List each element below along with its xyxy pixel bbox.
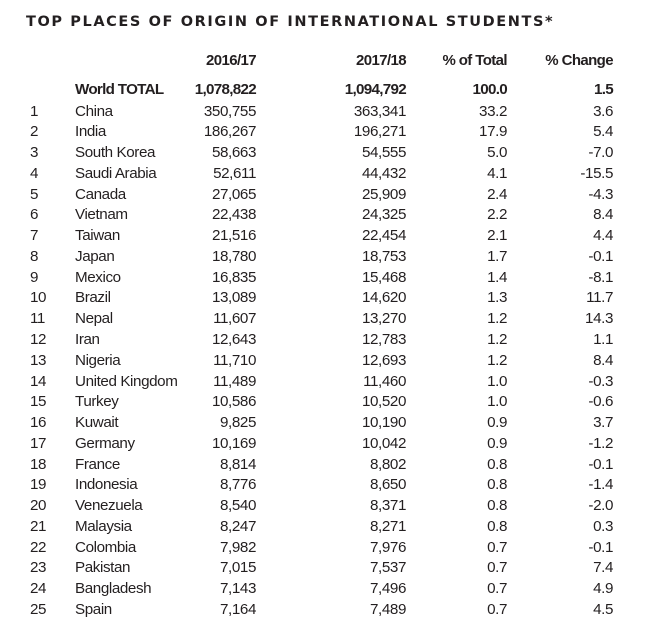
table-cell-pct-change: 1.1 (593, 330, 613, 348)
table-cell-country: South Korea (75, 144, 156, 162)
table-cell-pct-change: -15.5 (580, 164, 613, 182)
table-cell-rank: 23 (30, 559, 47, 577)
table-cell-2017-18: 12,783 (361, 330, 406, 348)
table-cell-2016-17: 10,169 (211, 434, 256, 452)
table-cell-pct-total: 1.2 (487, 330, 507, 348)
table-cell-2016-17: 9,825 (219, 414, 256, 432)
table-cell-2016-17: 8,776 (219, 476, 256, 494)
table-cell-2017-18: 22,454 (361, 227, 406, 245)
table-cell-pct-total: 1.0 (487, 393, 507, 411)
table-cell-pct-total: 0.7 (487, 538, 507, 556)
table-cell-2016-17: 11,489 (213, 372, 256, 390)
table-cell-pct-change: -1.2 (588, 434, 613, 452)
table-cell-2017-18: 196,271 (353, 123, 406, 141)
table-cell-pct-change: 3.6 (593, 102, 613, 120)
table-cell-country: Brazil (75, 289, 111, 307)
table-row (0, 579, 657, 600)
table-cell-country: Indonesia (75, 476, 138, 494)
table-cell-2017-18: 11,460 (363, 372, 406, 390)
table-cell-country: Japan (75, 247, 115, 265)
table-row (0, 558, 657, 579)
table-cell-rank: 6 (30, 206, 39, 224)
total-2016-17: 1,078,822 (194, 81, 256, 98)
table-cell-2017-18: 8,371 (369, 497, 406, 515)
table-cell-pct-change: -4.3 (588, 185, 613, 203)
table-cell-pct-total: 2.4 (487, 185, 507, 203)
table-cell-2017-18: 10,520 (361, 393, 406, 411)
table-cell-pct-total: 0.7 (487, 580, 507, 598)
table-cell-2017-18: 7,976 (369, 538, 406, 556)
table-cell-rank: 19 (30, 476, 47, 494)
table-cell-rank: 10 (30, 289, 47, 307)
table-cell-rank: 2 (30, 123, 39, 141)
table-cell-rank: 21 (30, 517, 47, 535)
table-cell-2017-18: 18,753 (361, 247, 406, 265)
table-cell-2016-17: 8,814 (219, 455, 256, 473)
table-cell-country: Venezuela (75, 497, 143, 515)
table-cell-country: Kuwait (75, 414, 119, 432)
table-cell-pct-total: 0.7 (487, 559, 507, 577)
table-cell-2017-18: 12,693 (361, 351, 406, 369)
table-row (0, 434, 657, 455)
table-cell-pct-change: -0.1 (588, 247, 613, 265)
table-cell-2017-18: 7,496 (369, 580, 406, 598)
table-cell-2016-17: 8,540 (219, 497, 256, 515)
total-pct-change: 1.5 (593, 81, 613, 98)
table-cell-2017-18: 10,042 (361, 434, 406, 452)
table-cell-country: Malaysia (75, 517, 132, 535)
table-title: TOP PLACES OF ORIGIN OF INTERNATIONAL STUDENTS* (26, 14, 555, 30)
table-cell-2017-18: 10,190 (361, 414, 406, 432)
table-cell-2017-18: 7,537 (369, 559, 406, 577)
table-cell-country: Vietnam (75, 206, 128, 224)
table-cell-country: Canada (75, 185, 126, 203)
table-cell-country: Iran (75, 330, 100, 348)
table-cell-2017-18: 14,620 (361, 289, 406, 307)
table-cell-2016-17: 7,982 (219, 538, 256, 556)
table-cell-country: Bangladesh (75, 580, 152, 598)
table-row (0, 247, 657, 268)
table-cell-2016-17: 11,710 (213, 351, 256, 369)
table-cell-pct-total: 1.3 (487, 289, 507, 307)
table-cell-country: Colombia (75, 538, 136, 556)
table-row (0, 351, 657, 372)
table-cell-rank: 11 (30, 310, 45, 328)
table-cell-pct-change: 14.3 (585, 310, 613, 328)
table-cell-2016-17: 7,015 (219, 559, 256, 577)
table-cell-pct-change: 4.9 (593, 580, 613, 598)
table-cell-rank: 1 (30, 102, 39, 120)
table-row (0, 372, 657, 393)
table-cell-rank: 13 (30, 351, 47, 369)
table-cell-pct-change: -0.6 (588, 393, 613, 411)
total-2017-18: 1,094,792 (344, 81, 406, 98)
table-row (0, 475, 657, 496)
table-cell-pct-total: 2.1 (487, 227, 507, 245)
table-cell-pct-change: 3.7 (593, 414, 613, 432)
table-cell-rank: 17 (30, 434, 47, 452)
table-cell-2017-18: 8,271 (369, 517, 406, 535)
table-cell-pct-total: 1.0 (487, 372, 507, 390)
table-cell-2016-17: 7,143 (219, 580, 256, 598)
table-cell-rank: 8 (30, 247, 39, 265)
table-row (0, 600, 657, 621)
table-cell-pct-total: 1.2 (487, 351, 507, 369)
table-row (0, 309, 657, 330)
table-cell-country: Taiwan (75, 227, 120, 245)
table-cell-pct-total: 1.7 (487, 247, 507, 265)
table-cell-pct-total: 1.4 (487, 268, 507, 286)
table-cell-rank: 9 (30, 268, 39, 286)
table-cell-country: France (75, 455, 120, 473)
table-cell-country: Pakistan (75, 559, 131, 577)
table-cell-2016-17: 13,089 (211, 289, 256, 307)
table-cell-pct-total: 17.9 (479, 123, 507, 141)
table-cell-rank: 18 (30, 455, 47, 473)
table-cell-pct-change: -0.3 (588, 372, 613, 390)
table-cell-rank: 7 (30, 227, 39, 245)
table-row (0, 122, 657, 143)
table-cell-pct-total: 2.2 (487, 206, 507, 224)
table-cell-2017-18: 44,432 (361, 164, 406, 182)
table-cell-rank: 25 (30, 600, 47, 618)
table-cell-rank: 5 (30, 185, 39, 203)
table-cell-2017-18: 54,555 (361, 144, 406, 162)
table-row (0, 164, 657, 185)
column-header-pct-change: % Change (545, 52, 613, 69)
table-row (0, 288, 657, 309)
table-cell-2017-18: 7,489 (369, 600, 406, 618)
table-cell-country: India (75, 123, 106, 141)
table-cell-pct-total: 0.9 (487, 414, 507, 432)
table-cell-pct-total: 0.8 (487, 455, 507, 473)
total-pct-total: 100.0 (472, 81, 507, 98)
table-row (0, 102, 657, 123)
table-cell-2017-18: 24,325 (361, 206, 406, 224)
table-row-world-total (0, 80, 657, 101)
table-row (0, 413, 657, 434)
table-cell-2016-17: 12,643 (211, 330, 256, 348)
table-cell-pct-total: 0.9 (487, 434, 507, 452)
table-cell-2016-17: 350,755 (203, 102, 256, 120)
table-cell-country: Germany (75, 434, 135, 452)
table-cell-2016-17: 186,267 (203, 123, 256, 141)
table-cell-2016-17: 16,835 (211, 268, 256, 286)
table-row (0, 538, 657, 559)
table-cell-2017-18: 25,909 (361, 185, 406, 203)
table-cell-rank: 24 (30, 580, 47, 598)
table-cell-pct-total: 5.0 (487, 144, 507, 162)
column-header-2017-18: 2017/18 (355, 52, 406, 69)
table-cell-country: Turkey (75, 393, 119, 411)
table-cell-pct-change: -0.1 (588, 538, 613, 556)
total-label: World TOTAL (75, 81, 164, 98)
table-cell-rank: 12 (30, 330, 47, 348)
table-cell-rank: 20 (30, 497, 47, 515)
table-cell-country: United Kingdom (75, 372, 178, 390)
table-cell-pct-change: 0.3 (593, 517, 613, 535)
table-cell-pct-total: 1.2 (487, 310, 507, 328)
table-cell-2017-18: 8,650 (369, 476, 406, 494)
table-cell-rank: 22 (30, 538, 47, 556)
table-row (0, 330, 657, 351)
table-cell-country: Spain (75, 600, 112, 618)
table-cell-country: Saudi Arabia (75, 164, 157, 182)
table-cell-pct-change: -0.1 (588, 455, 613, 473)
table-cell-2016-17: 21,516 (211, 227, 256, 245)
table-row (0, 268, 657, 289)
table-cell-2016-17: 11,607 (213, 310, 256, 328)
table-cell-rank: 3 (30, 144, 39, 162)
table-cell-pct-total: 0.8 (487, 517, 507, 535)
table-row (0, 455, 657, 476)
table-cell-2017-18: 8,802 (369, 455, 406, 473)
table-cell-pct-total: 4.1 (487, 164, 507, 182)
table-cell-2016-17: 27,065 (211, 185, 256, 203)
table-cell-pct-change: 11.7 (586, 289, 613, 307)
table-cell-pct-change: 4.5 (593, 600, 613, 618)
table-cell-country: Nepal (75, 310, 113, 328)
table-row (0, 205, 657, 226)
table-cell-pct-change: -1.4 (588, 476, 613, 494)
table-cell-pct-change: 8.4 (593, 206, 613, 224)
table-cell-rank: 14 (30, 372, 47, 390)
table-cell-pct-total: 0.8 (487, 476, 507, 494)
table-cell-2017-18: 15,468 (361, 268, 406, 286)
table-row (0, 517, 657, 538)
table-cell-rank: 16 (30, 414, 47, 432)
table-cell-country: Nigeria (75, 351, 121, 369)
table-cell-pct-change: -2.0 (588, 497, 613, 515)
column-header-pct-total: % of Total (442, 52, 507, 69)
table-row (0, 143, 657, 164)
table-cell-2016-17: 58,663 (211, 144, 256, 162)
table-cell-pct-total: 0.7 (487, 600, 507, 618)
table-cell-2017-18: 13,270 (361, 310, 406, 328)
table-row (0, 392, 657, 413)
table-cell-pct-change: -8.1 (588, 268, 613, 286)
table-cell-2016-17: 8,247 (219, 517, 256, 535)
table-cell-pct-change: 7.4 (593, 559, 613, 577)
table-cell-country: Mexico (75, 268, 121, 286)
table-cell-pct-change: 4.4 (593, 227, 613, 245)
table-cell-2016-17: 7,164 (219, 600, 256, 618)
table-cell-pct-total: 0.8 (487, 497, 507, 515)
table-cell-2017-18: 363,341 (353, 102, 406, 120)
table-cell-country: China (75, 102, 113, 120)
table-cell-2016-17: 52,611 (213, 164, 256, 182)
table-cell-pct-change: 8.4 (593, 351, 613, 369)
table-row (0, 496, 657, 517)
table-cell-rank: 15 (30, 393, 47, 411)
table-cell-pct-total: 33.2 (479, 102, 507, 120)
table-cell-pct-change: 5.4 (593, 123, 613, 141)
table-cell-2016-17: 22,438 (211, 206, 256, 224)
table-row (0, 226, 657, 247)
table-cell-2016-17: 10,586 (211, 393, 256, 411)
table-cell-pct-change: -7.0 (588, 144, 613, 162)
column-header-2016-17: 2016/17 (205, 52, 256, 69)
table-row (0, 185, 657, 206)
table-cell-2016-17: 18,780 (211, 247, 256, 265)
table-cell-rank: 4 (30, 164, 39, 182)
